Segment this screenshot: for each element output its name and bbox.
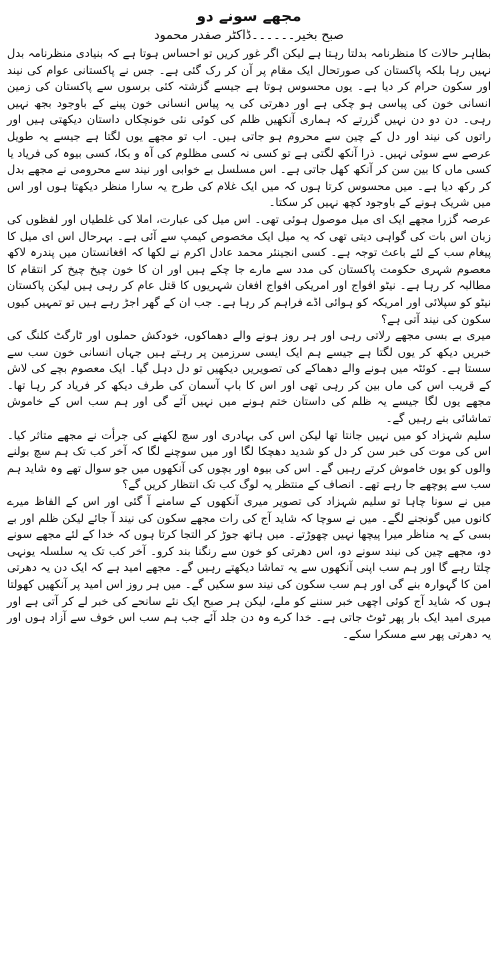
byline-separator: ۔۔۔۔۔۔: [251, 27, 296, 42]
article-paragraph: میری بے بسی مجھے رلاتی رہی اور ہر روز ہونے والے دھماکوں، خودکش حملوں اور ٹارگٹ کلنگ کی خبریں دیکھ کر یوں لگتا ہے جیسے ہم ایک ایسی سرزمین پر رہتے ہیں جہاں انسانی خون سب سے سستا ہے۔ کوئٹہ میں ہونے والے دھماکے کی تصویریں دیکھیں تو دل دہل گیا۔ ایک معصوم بچے کی لاش کے قریب اس کی ماں بین کر رہی تھی اور اس کا باپ آسمان کی طرف دیکھ کر فریاد کر رہا تھا۔ مجھے یوں لگا جیسے یہ ظلم کی داستان ختم ہونے میں نہیں آئے گی اور ہم سب اس کے خاموش تماشائی بنے رہیں گے۔: [7, 329, 491, 426]
article-paragraph: میں نے سونا چاہا تو سلیم شہزاد کی تصویر میری آنکھوں کے سامنے آ گئی اور اس کے الفاظ میرے کانوں میں گونجنے لگے۔ میں نے سوچا کہ شاید آج کی رات مجھے سکون کی نیند آ جائے لیکن ظلم اور بے بسی کے یہ مناظر میرا پیچھا نہیں چھوڑتے۔ میں ہاتھ جوڑ کر التجا کرتا ہوں کہ خدا کے لئے مجھے سونے دو، مجھے چین کی نیند سونے دو، اس دھرتی کو خون سے رنگنا بند کرو۔ آخر کب تک یہ سلسلہ یونہی چلتا رہے گا اور ہم سب اپنی آنکھوں سے یہ تماشا دیکھتے رہیں گے۔ مجھے امید ہے کہ ایک دن یہ دھرتی امن کا گہوارہ بنے گی اور ہم سب سکون کی نیند سو سکیں گے۔ میں ہر روز اس امید پر آنکھیں کھولتا ہوں کہ شاید آج کوئی اچھی خبر سننے کو ملے، لیکن ہر صبح ایک نئے سانحے کی خبر لے کر آتی ہے اور میری امید ایک بار پھر ٹوٹ جاتی ہے۔ خدا کرے وہ دن جلد آئے جب ہم سب اس خوف سے آزاد ہوں اور یہ دھرتی پھر سے مسکرا سکے۔: [7, 495, 491, 641]
column-name: صبح بخیر: [295, 27, 344, 42]
author-name: ڈاکٹر صفدر محمود: [154, 27, 252, 42]
article-paragraph: بظاہر حالات کا منظرنامہ بدلتا رہتا ہے لیکن اگر غور کریں تو احساس ہوتا ہے کہ بنیادی منظرنامہ بدل نہیں رہا بلکہ پاکستان کی صورتحال ایک مقام پر آن کر رک گئی ہے۔ جس نے پاکستانی عوام کی نیند اور سکون حرام کر دیا ہے۔ یوں محسوس ہوتا ہے جیسے گزشتہ کئی برسوں سے پاکستان کی زمین انسانی خون کی پیاسی ہو چکی ہے اور دھرتی کی یہ پیاس انسانی خون پینے کے باوجود بجھ نہیں رہی۔ دن دو دن نہیں گزرتے کہ ہماری آنکھیں ظلم کی کوئی نئی خونچکاں داستان دیکھتی ہیں اور راتوں کی نیند اور دل کے چین سے محروم ہو جاتی ہیں۔ اب تو مجھے یوں لگتا ہے جیسے یہ طویل عرصے سے سوئی نہیں۔ ذرا آنکھ لگتی ہے تو کسی نہ کسی مظلوم کی آہ و بکا، کسی بیوہ کی فریاد یا کسی ماں کا بین سن کر آنکھ کھل جاتی ہے۔ اس مسلسل بے خوابی اور نیند سے محرومی نے مجھے بدل کر رکھ دیا ہے۔ میں محسوس کرتا ہوں کہ میں ایک غلام کی طرح یہ سارا منظر دیکھتا ہوں اور اس میں شریک ہونے کے باوجود کچھ نہیں کر سکتا۔: [7, 47, 491, 210]
article-paragraph: عرصہ گزرا مجھے ایک ای میل موصول ہوئی تھی۔ اس میل کی عبارت، املا کی غلطیاں اور لفظوں کی زبان اس بات کی گواہی دیتی تھی کہ یہ میل ایک مخصوص کیمپ سے آئی ہے۔ بہرحال اس ای میل کا پیغام سب کے لئے باعث توجہ ہے۔ کسی انجینئر محمد عادل اکرم نے لکھا کہ افغانستان میں پندرہ لاکھ معصوم شہری حکومت پاکستان کی مدد سے مارے جا چکے ہیں اور ان کا خون چیخ چیخ کر انتقام کا مطالبہ کر رہا ہے۔ نیٹو افواج اور امریکی افواج افغان شہریوں کا قتل عام کر رہی ہیں لیکن پاکستان نیٹو کو سپلائی اور امریکہ کو ہوائی اڈے فراہم کر رہا ہے۔ جب ان کے گھر اجڑ رہے ہیں تو تمہیں کیوں سکون کی نیند آتی ہے؟: [7, 212, 491, 326]
article-body: [7, 46, 491, 643]
article-header: [7, 6, 491, 44]
article-paragraph: سلیم شہزاد کو میں نہیں جانتا تھا لیکن اس کی بہادری اور سچ لکھنے کی جرأت نے مجھے متاثر کیا۔ اس کی موت کی خبر سن کر دل کو شدید دھچکا لگا اور میں سوچنے لگا کہ آخر کب تک ہم سچ بولنے والوں کو یوں خاموش کرتے رہیں گے۔ اس کی بیوہ اور بچوں کی آنکھوں میں جو سوال تھے وہ شاید ہم سب سے پوچھے جا رہے تھے۔ انصاف کے منتظر یہ لوگ کب تک انتظار کریں گے؟: [7, 428, 491, 492]
article-byline: [7, 26, 491, 44]
article-title: مجھے سونے دو: [196, 7, 302, 25]
